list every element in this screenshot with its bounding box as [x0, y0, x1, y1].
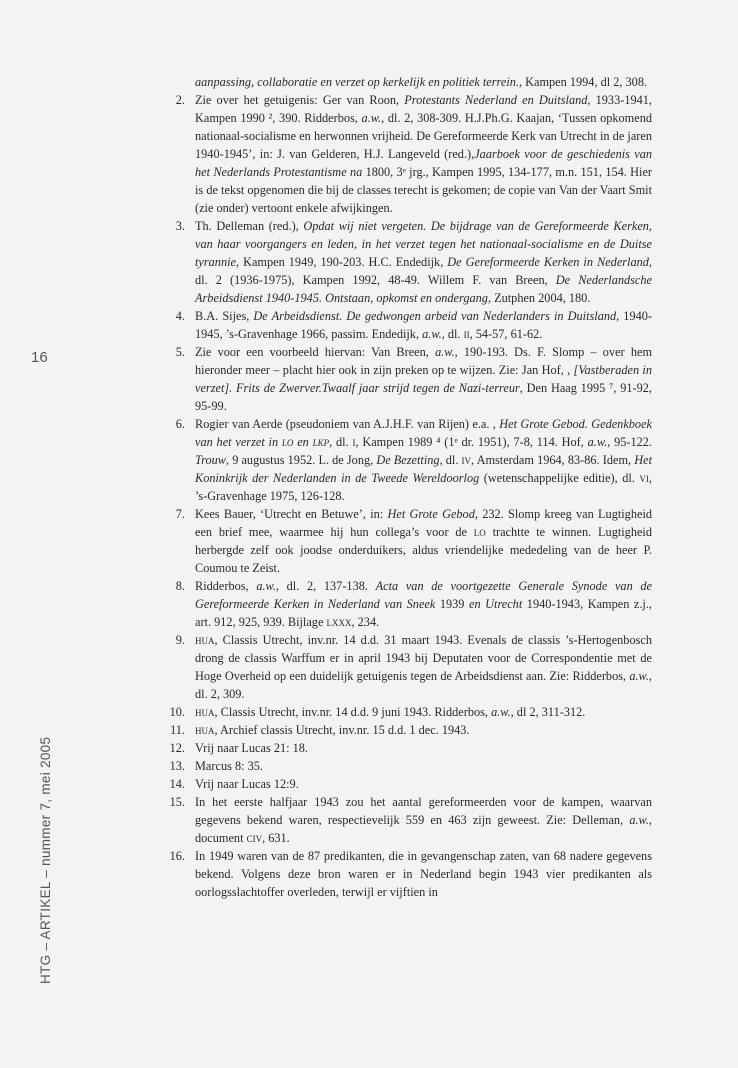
footnote-text: a.w. — [256, 579, 276, 593]
footnote-text: lkp — [312, 435, 330, 449]
footnote-text: Jaarboek voor de geschiedenis van het Nederlands Protestantisme na — [195, 147, 652, 179]
footnote-4 — [175, 307, 652, 343]
footnote-number: 15. — [169, 795, 185, 809]
footnote-text: i — [352, 435, 356, 449]
footnote-number: 11. — [170, 723, 185, 737]
footnote-text: , document — [195, 813, 652, 845]
footnote-text: Het Grote Gebod — [387, 507, 475, 521]
footnote-text: , Archief classis Utrecht, inv.nr. 15 d.d. 1 dec. 1943. — [214, 723, 470, 737]
footnote-text: hua — [195, 633, 215, 647]
footnote-8 — [175, 577, 652, 631]
footnote-text: a.w. — [629, 669, 649, 683]
footnote-text: Trouw — [195, 453, 226, 467]
footnote-text: dl. 2 (1936-1975), Kampen 1992, 48-49. Willem F. van Breen, — [195, 273, 556, 287]
footnote-text: In het eerste halfjaar 1943 zou het aantal gereformeerden voor de kampen, waarvan gegevens bekend waren, respectievelijk 559 en 463 zijn geweest. Zie: Delleman, — [195, 795, 652, 827]
footnote-text: (wetenschappelijke editie), dl. — [479, 471, 640, 485]
footnote-number: 10. — [169, 705, 185, 719]
footnote-text: a.w. — [491, 705, 511, 719]
footnote-text: De Bezetting — [376, 453, 440, 467]
footnote-text: 1940-1943, Kampen z.j., art. 912, 925, 939. Bijlage — [195, 597, 652, 629]
footnote-16 — [169, 847, 652, 901]
footnote-number: 14. — [169, 777, 185, 791]
footnote-number: 13. — [169, 759, 185, 773]
footnote-11 — [170, 721, 652, 739]
footnote-3 — [175, 217, 652, 307]
footnote-text: 1933-1941, Kampen 1990 ², 390. Ridderbos, — [195, 93, 652, 125]
footnote-text: a.w. — [422, 327, 442, 341]
footnote-text: , dl. 2, 137-138. — [275, 579, 376, 593]
footnote-15 — [169, 793, 652, 847]
footnote-text: , 95-122. — [607, 435, 652, 449]
footnote-number: 12. — [169, 741, 185, 755]
footnote-text: Protestants Nederland en Duitsland, — [404, 93, 591, 107]
footnote-text: De Nederlandsche Arbeidsdienst 1940-1945. Ontstaan, opkomst en ondergang, — [195, 273, 652, 305]
footnote-10 — [169, 703, 652, 721]
footnote-number: 16. — [169, 849, 185, 863]
footnote-text: civ — [246, 831, 263, 845]
footnote-number: 3. — [175, 219, 185, 233]
footnote-text: Het Koninkrijk der Nederlanden in de Tweede Wereldoorlog — [195, 453, 652, 485]
footnote-text: , 232. Slomp kreeg van Lugtigheid een brief mee, waarmee hij hun collega’s voor de — [195, 507, 653, 539]
footnote-14 — [169, 775, 652, 793]
footnote-text: Vrij naar Lucas 21: 18. — [195, 741, 308, 755]
footnote-text: Marcus 8: 35. — [195, 759, 263, 773]
footnote-text: , Kampen 1989 ⁴ (1ᵉ dr. 1951), 7-8, 114. Hof, — [355, 435, 588, 449]
footnote-text: a.w. — [435, 345, 455, 359]
footnote-text: a.w. — [361, 111, 382, 125]
footnote-text: , 234. — [351, 615, 380, 629]
footnote-text: Opdat wij niet vergeten. De bijdrage van de Gereformeerde Kerken, van haar voorgangers en leden, in het verzet tegen het nationaal-socialisme en de Duitse tyrannie, — [195, 219, 652, 269]
footnote-text: , Kampen 1994, dl 2, 308. — [518, 75, 648, 89]
footnote-number: 5. — [175, 345, 185, 359]
footnote-text: Th. Delleman (red.), — [195, 219, 304, 233]
footnote-text: en — [293, 435, 313, 449]
footnote-7 — [175, 505, 653, 577]
footnote-13 — [169, 757, 652, 775]
footnote-text: Vrij naar Lucas 12:9. — [195, 777, 299, 791]
footnote-text: , 9 augustus 1952. L. de Jong, — [226, 453, 377, 467]
footnote-text: 1939 — [435, 597, 469, 611]
footnote-text: [Vastberaden in verzet]. Frits de Zwerver.Twaalf jaar strijd tegen de Nazi-terreur — [195, 363, 652, 395]
footnote-text: , 631. — [262, 831, 290, 845]
footnote-text: , dl 2, 311-312. — [510, 705, 586, 719]
footnote-text: Rogier van Aerde (pseudoniem van A.J.H.F. van Rijen) e.a. , — [195, 417, 500, 431]
footnote-5 — [175, 343, 653, 415]
footnote-text: trachtte te winnen. Lugtigheid herbergde zelf ook joodse onderduikers, aldus vriendelijke mededeling van de heer P. Coumou te Zeist. — [195, 525, 652, 575]
footnote-12 — [169, 739, 652, 757]
footnote-text: ii — [463, 327, 470, 341]
footnote-number: 7. — [175, 507, 185, 521]
footnote-number: 8. — [175, 579, 185, 593]
footnote-text: In 1949 waren van de 87 predikanten, die in gevangenschap zaten, van 68 nadere gegevens bekend. Volgens deze bron waren er in Nederland begin 1943 vier predikanten als oorlogsslachtoffer overleden, terwijl er vijftien in — [195, 849, 652, 899]
footnote-text: a.w. — [587, 435, 608, 449]
footnote-text: Ridderbos, — [195, 579, 257, 593]
footnote-2 — [175, 91, 653, 217]
footnote-text: , ’s-Gravenhage 1975, 126-128. — [195, 471, 652, 503]
footnote-text: Zie over het getuigenis: Ger van Roon, — [195, 93, 405, 107]
footnote-text: Zie voor een voorbeeld hiervan: Van Breen, — [195, 345, 436, 359]
footnote-text: , Den Haag 1995 ⁷, 91-92, 95-99. — [195, 381, 652, 413]
footnote-text: hua — [195, 723, 215, 737]
footnote-text: , 54-57, 61-62. — [469, 327, 543, 341]
footnote-text: , 190-193. Ds. F. Slomp – over hem hieronder meer – placht hier ook in zijn preken op te wijzen. Zie: Jan Hof, , — [195, 345, 653, 377]
page-number: 16 — [31, 349, 48, 366]
footnote-number: 2. — [175, 93, 185, 107]
footnote-9 — [175, 631, 652, 703]
footnote-text: De Gereformeerde Kerken in Nederland, — [447, 255, 652, 269]
footnote-text: , dl. — [439, 453, 462, 467]
footnote-number: 6. — [175, 417, 185, 431]
footnote-text: vi — [639, 471, 649, 485]
footnote-text: lxxx — [326, 615, 352, 629]
running-head: HTG – ARTIKEL – nummer 7, mei 2005 — [38, 736, 53, 984]
footnote-text: Het Grote Gebod. Gedenkboek van het verzet in — [195, 417, 652, 449]
footnote-text: hua — [195, 705, 215, 719]
footnote-text: Acta van de voortgezette Generale Synode van de Gereformeerde Kerken in Nederland van Sneek — [195, 579, 652, 611]
footnote-text: aanpassing, collaboratie en verzet op kerkelijk en politiek terrein. — [195, 75, 519, 89]
footnote-text: , dl. — [329, 435, 353, 449]
footnote-text: Kampen 1949, 190-203. H.C. Endedijk, — [239, 255, 448, 269]
footnote-text: , dl. — [441, 327, 464, 341]
footnote-number: 4. — [175, 309, 185, 323]
footnote-text: Kees Bauer, ‘Utrecht en Betuwe’, in: — [195, 507, 388, 521]
footnote-6 — [175, 415, 652, 505]
footnote-text: a.w. — [629, 813, 649, 827]
footnote-text: 1940-1945, ’s-Gravenhage 1966, passim. Endedijk, — [195, 309, 652, 341]
footnote-text: 1800, 3ᵉ jrg., Kampen 1995, 134-177, m.n. 151, 154. Hier is de tekst opgenomen die bij de classes terecht is gekomen; de copie van Van der Vaart Smit (zie onder) vertoont enkele afwijkingen. — [195, 165, 653, 215]
footnote-text: lo — [281, 435, 294, 449]
footnote-text: B.A. Sijes, — [195, 309, 254, 323]
footnote-text: , Classis Utrecht, inv.nr. 14 d.d. 9 juni 1943. Ridderbos, — [214, 705, 492, 719]
footnote-text: iv — [461, 453, 472, 467]
footnote-number: 9. — [175, 633, 185, 647]
footnote-text: Zutphen 2004, 180. — [491, 291, 591, 305]
footnote-text: , dl. 2, 309. — [195, 669, 652, 701]
footnotes — [169, 73, 653, 901]
footnote-text: De Arbeidsdienst. De gedwongen arbeid van Nederlanders in Duitsland, — [253, 309, 620, 323]
footnote-text: lo — [473, 525, 486, 539]
footnote-1-continued — [195, 73, 652, 91]
footnote-text: , Amsterdam 1964, 83-86. Idem, — [471, 453, 635, 467]
footnote-text: , Classis Utrecht, inv.nr. 14 d.d. 31 maart 1943. Evenals de classis ’s-Hertogenbosch drong de classis Warffum er in april 1943 bij Deputaten voor de Correspondentie met de Hoge Overheid op een duidelijk getuigenis tegen de Arbeidsdienst aan. Zie: Ridderbos, — [195, 633, 652, 683]
footnote-text: , dl. 2, 308-309. H.J.Ph.G. Kaajan, ‘Tussen opkomend nationaal-socialisme en herwonnen vrijheid. De Gereformeerde Kerk van Utrecht in de jaren 1940-1945’, in: J. van Gelderen, H.J. Langeveld (red.), — [195, 111, 653, 161]
footnote-text: en Utrecht — [469, 597, 523, 611]
